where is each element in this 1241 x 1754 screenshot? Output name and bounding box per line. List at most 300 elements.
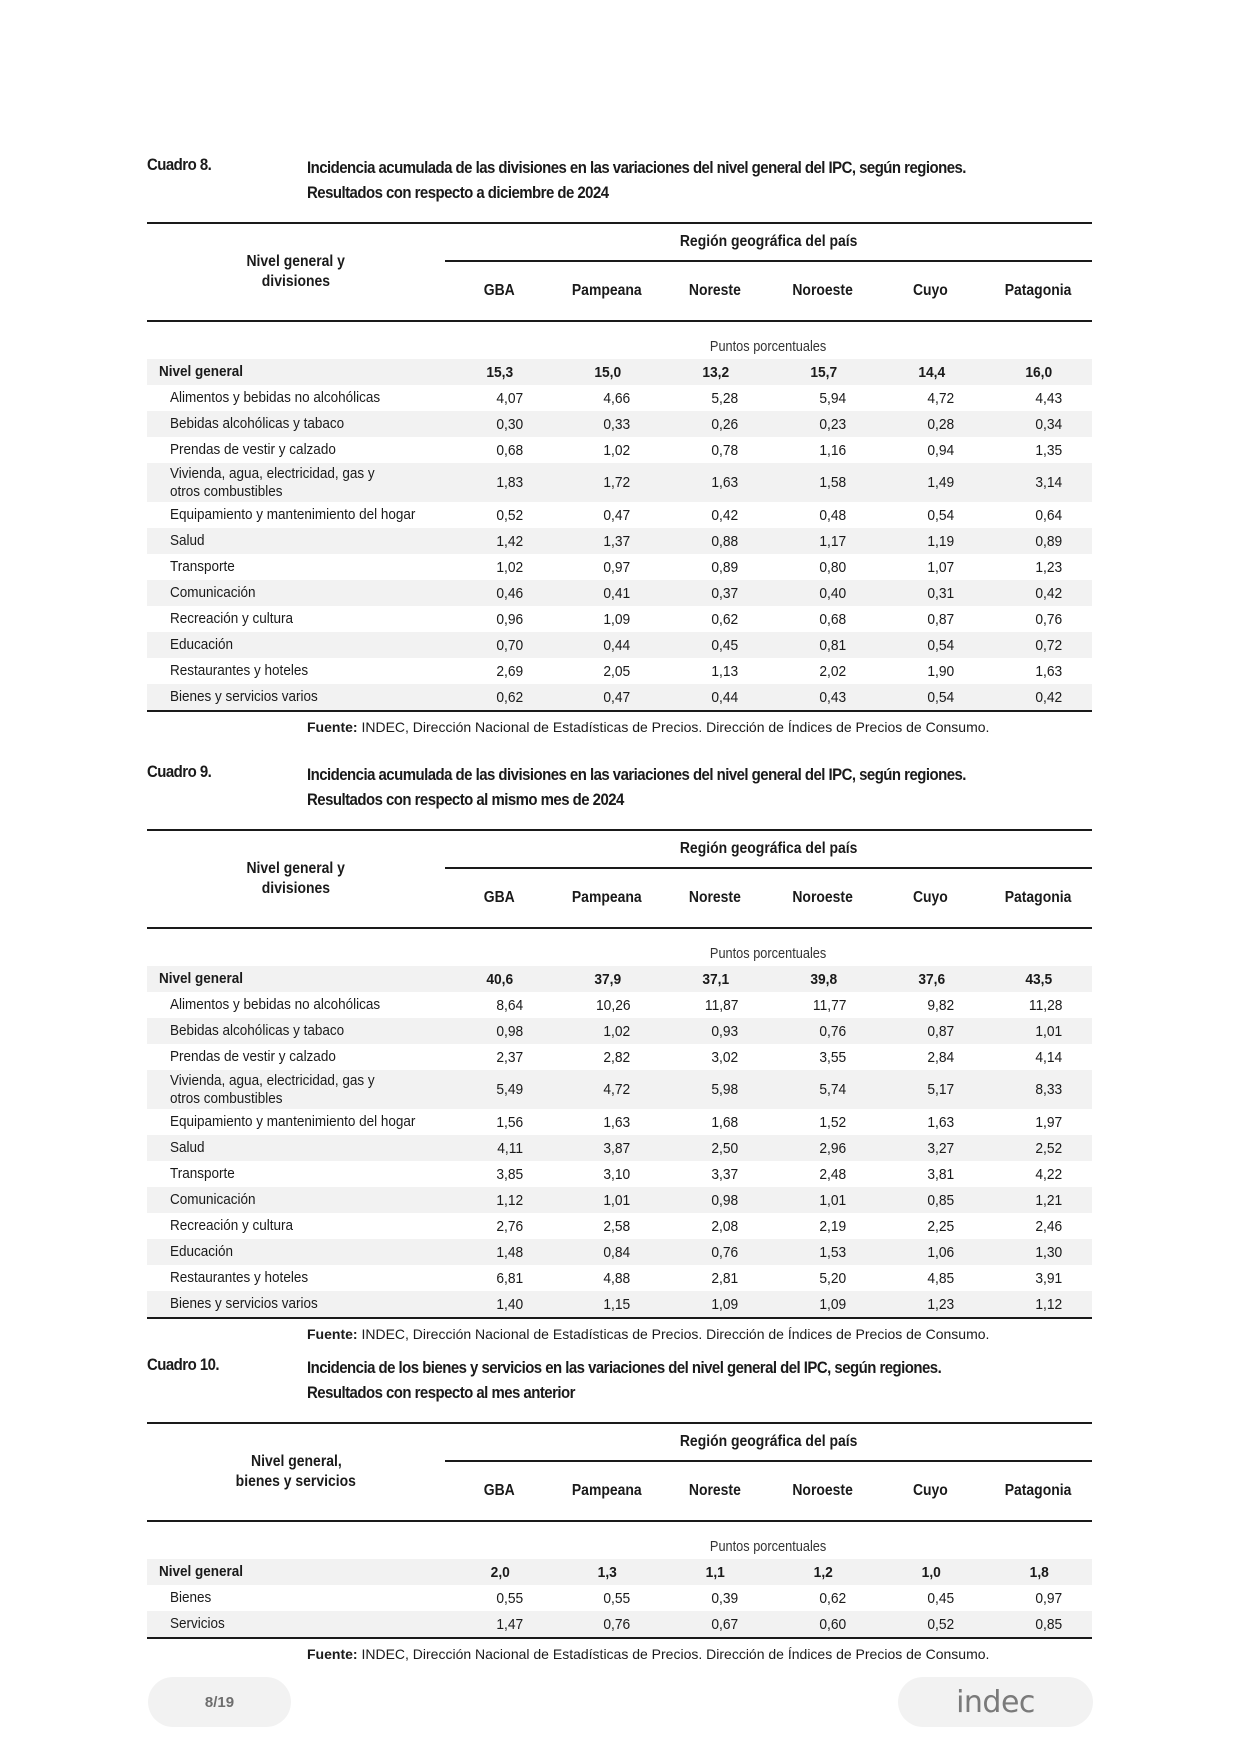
cell-value <box>876 1585 984 1611</box>
cell-value-text: 1,47 <box>495 1615 523 1633</box>
cell-value <box>553 1109 661 1135</box>
cell-value <box>445 1559 553 1585</box>
row-header-line1: Nivel general y <box>246 253 346 270</box>
source-text: INDEC, Dirección Nacional de Estadísticas de Precios. Dirección de Índices de Precios de Consumo. <box>357 1646 990 1662</box>
row-label-text: Prendas de vestir y calzado <box>170 441 336 458</box>
cell-value-text: 1,21 <box>1035 1191 1062 1209</box>
column-header <box>984 1461 1092 1521</box>
cell-value-text: 0,87 <box>927 610 955 628</box>
cell-value-text: 1,12 <box>1035 1295 1062 1313</box>
cell-value <box>553 411 661 437</box>
cell-value-text: 0,41 <box>603 584 631 602</box>
cell-value <box>553 528 661 554</box>
cell-value-text: 3,91 <box>1035 1269 1062 1287</box>
cuadro-9 <box>147 762 1092 1342</box>
cell-value <box>553 1213 661 1239</box>
cell-value <box>661 632 769 658</box>
row-label-text: Transporte <box>170 1165 235 1182</box>
column-header-label: Patagonia <box>1004 1482 1072 1499</box>
cell-value <box>661 1018 769 1044</box>
cell-value-text: 0,46 <box>495 584 523 602</box>
table-row <box>147 658 1092 684</box>
cell-value <box>984 1213 1092 1239</box>
cell-value-text: 1,90 <box>927 662 955 680</box>
cell-value <box>876 437 984 463</box>
cell-value <box>768 966 876 992</box>
cell-value-text: 0,54 <box>927 688 955 706</box>
cell-value <box>661 359 769 385</box>
row-label-text: Comunicación <box>170 1191 256 1208</box>
cell-value <box>445 554 553 580</box>
cell-value-text: 8,33 <box>1035 1081 1062 1098</box>
cell-value-text: 4,72 <box>603 1081 631 1098</box>
cell-value-text: 0,48 <box>819 506 847 524</box>
cell-value <box>768 1109 876 1135</box>
cell-value-text: 1,01 <box>819 1191 847 1209</box>
cell-value-text: 0,23 <box>819 415 847 433</box>
cell-value <box>553 1187 661 1213</box>
cell-value <box>661 1161 769 1187</box>
cell-value <box>984 684 1092 711</box>
column-header <box>768 261 876 321</box>
cell-value <box>876 1044 984 1070</box>
row-label-text: Equipamiento y mantenimiento del hogar <box>170 1113 416 1130</box>
cell-value-text: 0,60 <box>819 1615 847 1633</box>
source-text: INDEC, Dirección Nacional de Estadísticas de Precios. Dirección de Índices de Precios de Consumo. <box>357 1326 990 1342</box>
column-header <box>445 261 553 321</box>
row-label-text: Nivel general <box>159 970 244 987</box>
data-table <box>147 222 1092 712</box>
cell-value <box>553 1611 661 1638</box>
row-label-text: Alimentos y bebidas no alcohólicas <box>170 389 381 406</box>
cell-value-text: 0,26 <box>711 415 739 433</box>
cell-value-text: 40,6 <box>486 970 514 988</box>
table-row <box>147 1239 1092 1265</box>
row-label-text: Alimentos y bebidas no alcohólicas <box>170 996 381 1013</box>
cell-value <box>553 437 661 463</box>
cell-value-text: 1,12 <box>495 1191 523 1209</box>
cell-value-text: 16,0 <box>1025 363 1053 381</box>
row-label <box>147 580 445 606</box>
cell-value <box>768 1559 876 1585</box>
cell-value-text: 0,55 <box>495 1589 523 1607</box>
row-label <box>147 1559 445 1585</box>
cell-value-text: 1,68 <box>711 1113 739 1131</box>
cell-value-text: 1,35 <box>1035 441 1062 459</box>
column-header <box>445 868 553 928</box>
cell-value <box>876 1109 984 1135</box>
row-label <box>147 684 445 711</box>
cell-value-text: 1,19 <box>927 532 955 550</box>
cell-value <box>768 658 876 684</box>
cell-value <box>768 1611 876 1638</box>
cell-value <box>445 1239 553 1265</box>
cell-value <box>768 1044 876 1070</box>
table-row <box>147 1611 1092 1638</box>
cell-value-text: 2,19 <box>819 1217 847 1235</box>
cell-value <box>876 1187 984 1213</box>
cell-value-text: 2,0 <box>490 1563 510 1581</box>
cell-value-text: 1,40 <box>495 1295 523 1313</box>
cell-value-text: 0,62 <box>819 1589 847 1607</box>
row-label <box>147 992 445 1018</box>
row-label-text: Vivienda, agua, electricidad, gas y otros combustibles <box>170 1071 375 1107</box>
cell-value <box>445 359 553 385</box>
row-label-text: Educación <box>170 1243 234 1260</box>
cell-value-text: 0,55 <box>603 1589 631 1607</box>
table-row <box>147 1187 1092 1213</box>
column-header <box>876 1461 984 1521</box>
cell-value-text: 1,37 <box>603 532 631 550</box>
row-label-text: Salud <box>170 532 205 549</box>
cell-value <box>445 1135 553 1161</box>
cell-value-text: 1,63 <box>1035 662 1062 680</box>
cell-value <box>876 1135 984 1161</box>
cell-value-text: 0,96 <box>495 610 523 628</box>
cell-value-text: 3,81 <box>927 1165 955 1183</box>
cell-value <box>661 528 769 554</box>
region-header <box>445 223 1092 261</box>
column-header-label: Pampeana <box>571 282 642 299</box>
cell-value-text: 14,4 <box>917 363 945 381</box>
table-row <box>147 1018 1092 1044</box>
row-header <box>147 830 445 928</box>
cell-value-text: 5,20 <box>819 1269 847 1287</box>
cell-value <box>768 992 876 1018</box>
source-note <box>307 1646 1092 1662</box>
cell-value-text: 4,85 <box>927 1269 955 1287</box>
cell-value <box>553 1239 661 1265</box>
cell-value <box>984 1018 1092 1044</box>
cell-value-text: 3,14 <box>1035 474 1062 491</box>
cell-value <box>876 1559 984 1585</box>
cell-value-text: 2,52 <box>1035 1139 1062 1157</box>
cell-value-text: 43,5 <box>1025 970 1053 988</box>
column-header-label: Noreste <box>688 282 741 299</box>
cell-value-text: 4,88 <box>603 1269 631 1287</box>
cuadro-number: Cuadro 10. <box>147 1355 220 1374</box>
cuadro-title <box>307 762 966 812</box>
cell-value-text: 1,42 <box>495 532 523 550</box>
row-label-text: Bebidas alcohólicas y tabaco <box>170 1022 345 1039</box>
table-row <box>147 411 1092 437</box>
cell-value <box>661 580 769 606</box>
cell-value-text: 0,47 <box>603 688 631 706</box>
cell-value <box>768 606 876 632</box>
table-row <box>147 1044 1092 1070</box>
cell-value-text: 0,47 <box>603 506 631 524</box>
cell-value <box>553 1265 661 1291</box>
cell-value <box>445 437 553 463</box>
cuadro-8 <box>147 155 1092 735</box>
table-row <box>147 1585 1092 1611</box>
cell-value-text: 1,23 <box>927 1295 955 1313</box>
cell-value <box>876 359 984 385</box>
cell-value <box>984 1265 1092 1291</box>
cell-value-text: 4,11 <box>497 1139 523 1157</box>
row-label <box>147 1187 445 1213</box>
row-label-text: Salud <box>170 1139 205 1156</box>
cell-value <box>661 992 769 1018</box>
cell-value-text: 6,81 <box>495 1269 523 1287</box>
cell-value-text: 0,54 <box>927 506 955 524</box>
cell-value <box>984 1559 1092 1585</box>
cell-value-text: 2,46 <box>1035 1217 1062 1235</box>
data-table <box>147 829 1092 1319</box>
table-row <box>147 1109 1092 1135</box>
row-label <box>147 606 445 632</box>
cell-value-text: 0,89 <box>711 558 739 576</box>
cell-value-text: 0,54 <box>927 636 955 654</box>
cuadro-title-line2: Resultados con respecto al mismo mes de 2024 <box>307 790 624 809</box>
cell-value <box>661 1187 769 1213</box>
cell-value <box>768 684 876 711</box>
region-header <box>445 1423 1092 1461</box>
cell-value-text: 4,43 <box>1035 389 1062 407</box>
cell-value-text: 0,45 <box>711 636 739 654</box>
cell-value-text: 37,9 <box>594 970 622 988</box>
cell-value-text: 0,80 <box>819 558 847 576</box>
cell-value-text: 5,28 <box>711 389 739 407</box>
cell-value-text: 10,26 <box>596 996 631 1014</box>
row-label <box>147 632 445 658</box>
row-label-text: Equipamiento y mantenimiento del hogar <box>170 506 416 523</box>
row-label-text: Comunicación <box>170 584 256 601</box>
column-header <box>661 868 769 928</box>
region-header-text: Región geográfica del país <box>679 233 858 250</box>
cell-value-text: 0,97 <box>1035 1589 1062 1607</box>
cell-value-text: 1,63 <box>927 1113 955 1131</box>
cell-value <box>768 528 876 554</box>
cell-value-text: 1,8 <box>1029 1563 1049 1581</box>
column-header-label: Pampeana <box>571 1482 642 1499</box>
table-row <box>147 502 1092 528</box>
cell-value <box>876 1213 984 1239</box>
cell-value <box>445 385 553 411</box>
cell-value-text: 11,77 <box>812 996 847 1014</box>
column-header <box>768 868 876 928</box>
column-header-label: Cuyo <box>912 1482 948 1499</box>
cell-value-text: 2,69 <box>495 662 523 680</box>
row-label <box>147 437 445 463</box>
cell-value <box>553 554 661 580</box>
cell-value <box>876 992 984 1018</box>
column-header-label: Noroeste <box>792 282 853 299</box>
row-label-text: Prendas de vestir y calzado <box>170 1048 336 1065</box>
cell-value-text: 0,76 <box>1035 610 1062 628</box>
row-header-line1: Nivel general, <box>250 1453 342 1470</box>
cell-value-text: 1,30 <box>1035 1243 1062 1261</box>
cell-value-text: 0,39 <box>711 1589 739 1607</box>
cell-value <box>553 632 661 658</box>
cell-value <box>876 966 984 992</box>
cell-value-text: 0,44 <box>603 636 631 654</box>
cell-value <box>768 1135 876 1161</box>
cell-value-text: 1,2 <box>813 1563 833 1581</box>
cell-value <box>661 1070 769 1109</box>
column-header-label: Patagonia <box>1004 889 1072 906</box>
cell-value <box>984 1187 1092 1213</box>
cell-value <box>661 606 769 632</box>
cell-value <box>445 1187 553 1213</box>
row-header-line2: bienes y servicios <box>235 1473 357 1490</box>
cell-value-text: 37,1 <box>702 970 730 988</box>
cell-value <box>553 580 661 606</box>
cell-value-text: 37,6 <box>917 970 945 988</box>
row-label <box>147 1161 445 1187</box>
units-label <box>445 1521 1092 1559</box>
row-label <box>147 463 445 502</box>
cell-value-text: 0,31 <box>927 584 955 602</box>
table-row <box>147 1265 1092 1291</box>
cell-value <box>445 632 553 658</box>
cell-value <box>876 1161 984 1187</box>
row-label-text: Restaurantes y hoteles <box>170 662 309 679</box>
cell-value <box>768 1213 876 1239</box>
cell-value <box>661 1135 769 1161</box>
column-header <box>553 868 661 928</box>
column-header-label: Pampeana <box>571 889 642 906</box>
table-row <box>147 1213 1092 1239</box>
column-header-label: Cuyo <box>912 889 948 906</box>
cell-value <box>445 966 553 992</box>
cell-value-text: 1,09 <box>819 1295 847 1313</box>
cell-value <box>984 463 1092 502</box>
cell-value-text: 1,58 <box>819 474 847 491</box>
cell-value-text: 0,94 <box>927 441 955 459</box>
row-label-text: Transporte <box>170 558 235 575</box>
cell-value-text: 15,7 <box>810 363 837 381</box>
cell-value <box>984 1109 1092 1135</box>
column-header-label: GBA <box>483 1482 515 1499</box>
cell-value <box>984 1161 1092 1187</box>
cell-value-text: 1,17 <box>819 532 847 550</box>
cell-value-text: 0,30 <box>495 415 523 433</box>
cell-value <box>553 606 661 632</box>
cell-value-text: 1,02 <box>603 1022 631 1040</box>
cell-value <box>445 580 553 606</box>
cell-value-text: 0,85 <box>927 1191 955 1209</box>
cell-value <box>876 1018 984 1044</box>
cell-value <box>445 411 553 437</box>
cell-value <box>984 580 1092 606</box>
cell-value <box>661 437 769 463</box>
units-text: Puntos porcentuales <box>710 1539 827 1555</box>
cell-value <box>445 1213 553 1239</box>
cell-value-text: 0,64 <box>1035 506 1062 524</box>
source-label: Fuente: <box>307 719 358 735</box>
cell-value <box>876 528 984 554</box>
table-row <box>147 359 1092 385</box>
column-header-label: Noroeste <box>792 889 853 906</box>
cell-value <box>661 684 769 711</box>
table-row <box>147 1291 1092 1318</box>
cell-value-text: 11,28 <box>1028 996 1062 1014</box>
cell-value-text: 4,22 <box>1035 1165 1062 1183</box>
row-label <box>147 528 445 554</box>
cell-value <box>553 1018 661 1044</box>
units-text: Puntos porcentuales <box>710 339 827 355</box>
cell-value-text: 1,63 <box>603 1113 631 1131</box>
cell-value-text: 4,72 <box>927 389 955 407</box>
cell-value <box>768 1291 876 1318</box>
cell-value-text: 1,56 <box>495 1113 523 1131</box>
row-label <box>147 1611 445 1638</box>
cell-value-text: 1,15 <box>603 1295 631 1313</box>
column-header-label: GBA <box>483 282 515 299</box>
cell-value-text: 0,45 <box>927 1589 955 1607</box>
cell-value <box>661 1265 769 1291</box>
table-row <box>147 463 1092 502</box>
cell-value <box>553 1070 661 1109</box>
row-label-text: Bienes y servicios varios <box>170 1295 318 1312</box>
cuadro-title <box>307 1355 941 1405</box>
cell-value <box>984 1611 1092 1638</box>
units-label <box>445 928 1092 966</box>
row-label <box>147 385 445 411</box>
column-header <box>661 261 769 321</box>
row-label <box>147 1239 445 1265</box>
table-row <box>147 385 1092 411</box>
cell-value <box>445 1265 553 1291</box>
cell-value-text: 3,85 <box>495 1165 523 1183</box>
cell-value <box>768 1585 876 1611</box>
column-header-label: Noreste <box>688 889 741 906</box>
row-label <box>147 411 445 437</box>
cell-value-text: 0,76 <box>711 1243 739 1261</box>
cell-value-text: 0,81 <box>819 636 847 654</box>
cell-value <box>876 411 984 437</box>
cell-value <box>984 1239 1092 1265</box>
cell-value <box>445 1161 553 1187</box>
cell-value <box>984 632 1092 658</box>
cell-value <box>553 1585 661 1611</box>
units-text: Puntos porcentuales <box>710 946 827 962</box>
cell-value <box>445 1611 553 1638</box>
cell-value <box>768 1265 876 1291</box>
cell-value-text: 5,17 <box>927 1081 955 1098</box>
cell-value <box>984 966 1092 992</box>
cell-value-text: 0,68 <box>819 610 847 628</box>
cell-value <box>661 1213 769 1239</box>
units-label <box>445 321 1092 359</box>
cell-value-text: 1,02 <box>603 441 631 459</box>
row-label <box>147 1213 445 1239</box>
row-label-text: Bebidas alcohólicas y tabaco <box>170 415 345 432</box>
cell-value-text: 0,67 <box>711 1615 739 1633</box>
cell-value <box>661 463 769 502</box>
cell-value <box>661 1611 769 1638</box>
row-label-text: Recreación y cultura <box>170 1217 294 1234</box>
column-header <box>661 1461 769 1521</box>
cell-value-text: 5,94 <box>819 389 847 407</box>
cell-value <box>876 580 984 606</box>
cell-value-text: 2,81 <box>711 1269 739 1287</box>
row-label-text: Nivel general <box>159 363 244 380</box>
cell-value <box>984 1070 1092 1109</box>
row-header-line2: divisiones <box>261 880 331 897</box>
column-header <box>768 1461 876 1521</box>
cell-value <box>876 1239 984 1265</box>
cell-value-text: 15,3 <box>486 363 514 381</box>
cell-value-text: 8,64 <box>495 996 523 1014</box>
table-row <box>147 437 1092 463</box>
cell-value <box>768 632 876 658</box>
column-header <box>445 1461 553 1521</box>
cell-value <box>445 528 553 554</box>
cell-value-text: 4,66 <box>603 389 631 407</box>
cell-value <box>768 502 876 528</box>
